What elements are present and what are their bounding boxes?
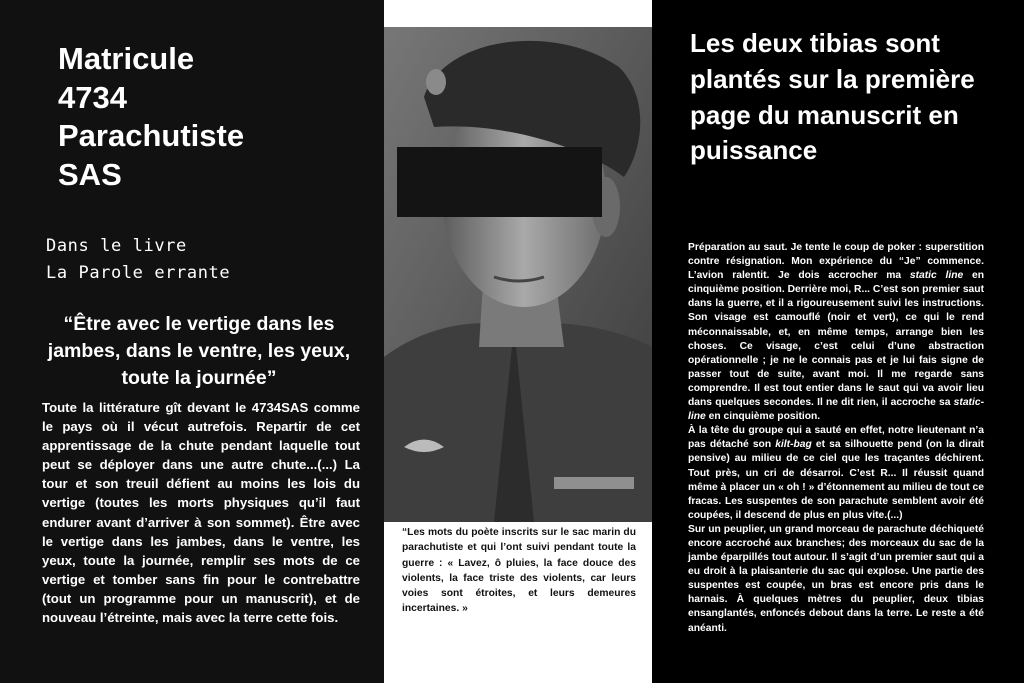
paragraph (688, 241, 984, 424)
text-run: À la tête du groupe qui a sauté en effet, notre lieutenant n’a pas détaché son (688, 425, 984, 451)
italic-term: static line (909, 270, 964, 282)
center-panel (384, 0, 652, 683)
left-body-text: Toute la littérature gît devant le 4734SAS comme le pays où il vécut autrefois. Repartir de cet apprentissage de la chute pendant laquelle tout peut se déployer dans une autre chute...(...) La tour et son treuil défient au moins les lois du vertige (toutes les morts physiques qu’il faut endurer avant d’arriver à son sommet). Être avec le vertige dans les jambes, dans le ventre, les yeux, toute la journée, remplir ses mots de ce vertige et tomber sans fin pour le contrebattre (tout un programme pour un manuscrit), et de nouveau l’étreinte, mais avec la terre cette fois. (42, 400, 360, 626)
title-line: Matricule (58, 41, 195, 76)
italic-term: static-line (688, 397, 984, 423)
book-reference (46, 233, 230, 287)
portrait-illustration (384, 27, 652, 522)
text-run: en cinquième position. Derrière moi, R... C’est son premier saut dans la guerre, et il a rigoureusement suivi les instructions. Son visage est camouflé (noir et vert), ce qui le rend méconnaissable, et, en même temps, arrange bien les choses. Ce visage, c’est celui d’une abstraction opérationnelle ; je ne le connais pas et je lui fais signe de passer tout de suite, avant moi. Il me regarde sans comprendre. Il est tout entier dans le saut qui va avoir lieu dans quelques secondes. Il ne dit rien, il accroche sa (688, 270, 985, 409)
text-run: en cinquième position. (705, 411, 821, 423)
paragraph: Sur un peuplier, un grand morceau de parachute déchiqueté encore accroché aux branches; des morceaux du sac de la jambe éparpillés tout autour. Il s’agit d’un premier saut qui a eu droit à la plaisanterie du sac qui explose. Une partie des suspentes est coupée, un bras est encore pris dans le harnais. À quelques mètres du peuplier, deux tibias ensanglantés, enfoncés debout dans la terre. Le reste a été anéanti. (688, 523, 984, 634)
title-line: Parachutiste (58, 118, 245, 153)
title-line: 4734 (58, 79, 127, 115)
pull-quote: “Être avec le vertige dans les jambes, dans le ventre, les yeux, toute la journée” (47, 313, 351, 389)
title-line: SAS (58, 156, 122, 192)
right-panel (652, 0, 1024, 683)
headline-matricule (58, 40, 358, 194)
italic-term: kilt-bag (775, 439, 812, 451)
photo-caption: “Les mots du poète inscrits sur le sac marin du parachutiste et qui l’ont suivi pendant toute la guerre : « Lavez, ô pluies, la face douce des violents, la face triste des violents, car leurs voies sont étroites, et leurs demeures incertaines. » (402, 527, 636, 615)
book-line: La Parole errante (46, 263, 231, 283)
text-run: Préparation au saut. Je tente le coup de poker : superstition contre résignation. Mon expérience du “Je” commence. L’avion ralentit. Je dois accrocher ma (688, 242, 984, 282)
book-line: Dans le livre (46, 236, 187, 256)
left-panel (0, 0, 384, 683)
soldier-portrait-photo (384, 27, 652, 522)
right-headline: Les deux tibias sont plantés sur la première page du manuscrit en puissance (690, 28, 975, 166)
right-body-text (688, 241, 984, 636)
censor-bar (397, 147, 602, 217)
paragraph (688, 424, 984, 523)
text-run: et sa silhouette pend (on la dirait pensive) au milieu de ce ciel que les traçantes déchirent. Tout près, un cri de désarroi. C’est R... Il réussit quand même à placer un « oh ! » d’étonnement au milieu de tout ce fracas. Les suspentes de son parachute semblent avoir été coupées, il descend de plus en plus vite.(...) (688, 439, 984, 521)
